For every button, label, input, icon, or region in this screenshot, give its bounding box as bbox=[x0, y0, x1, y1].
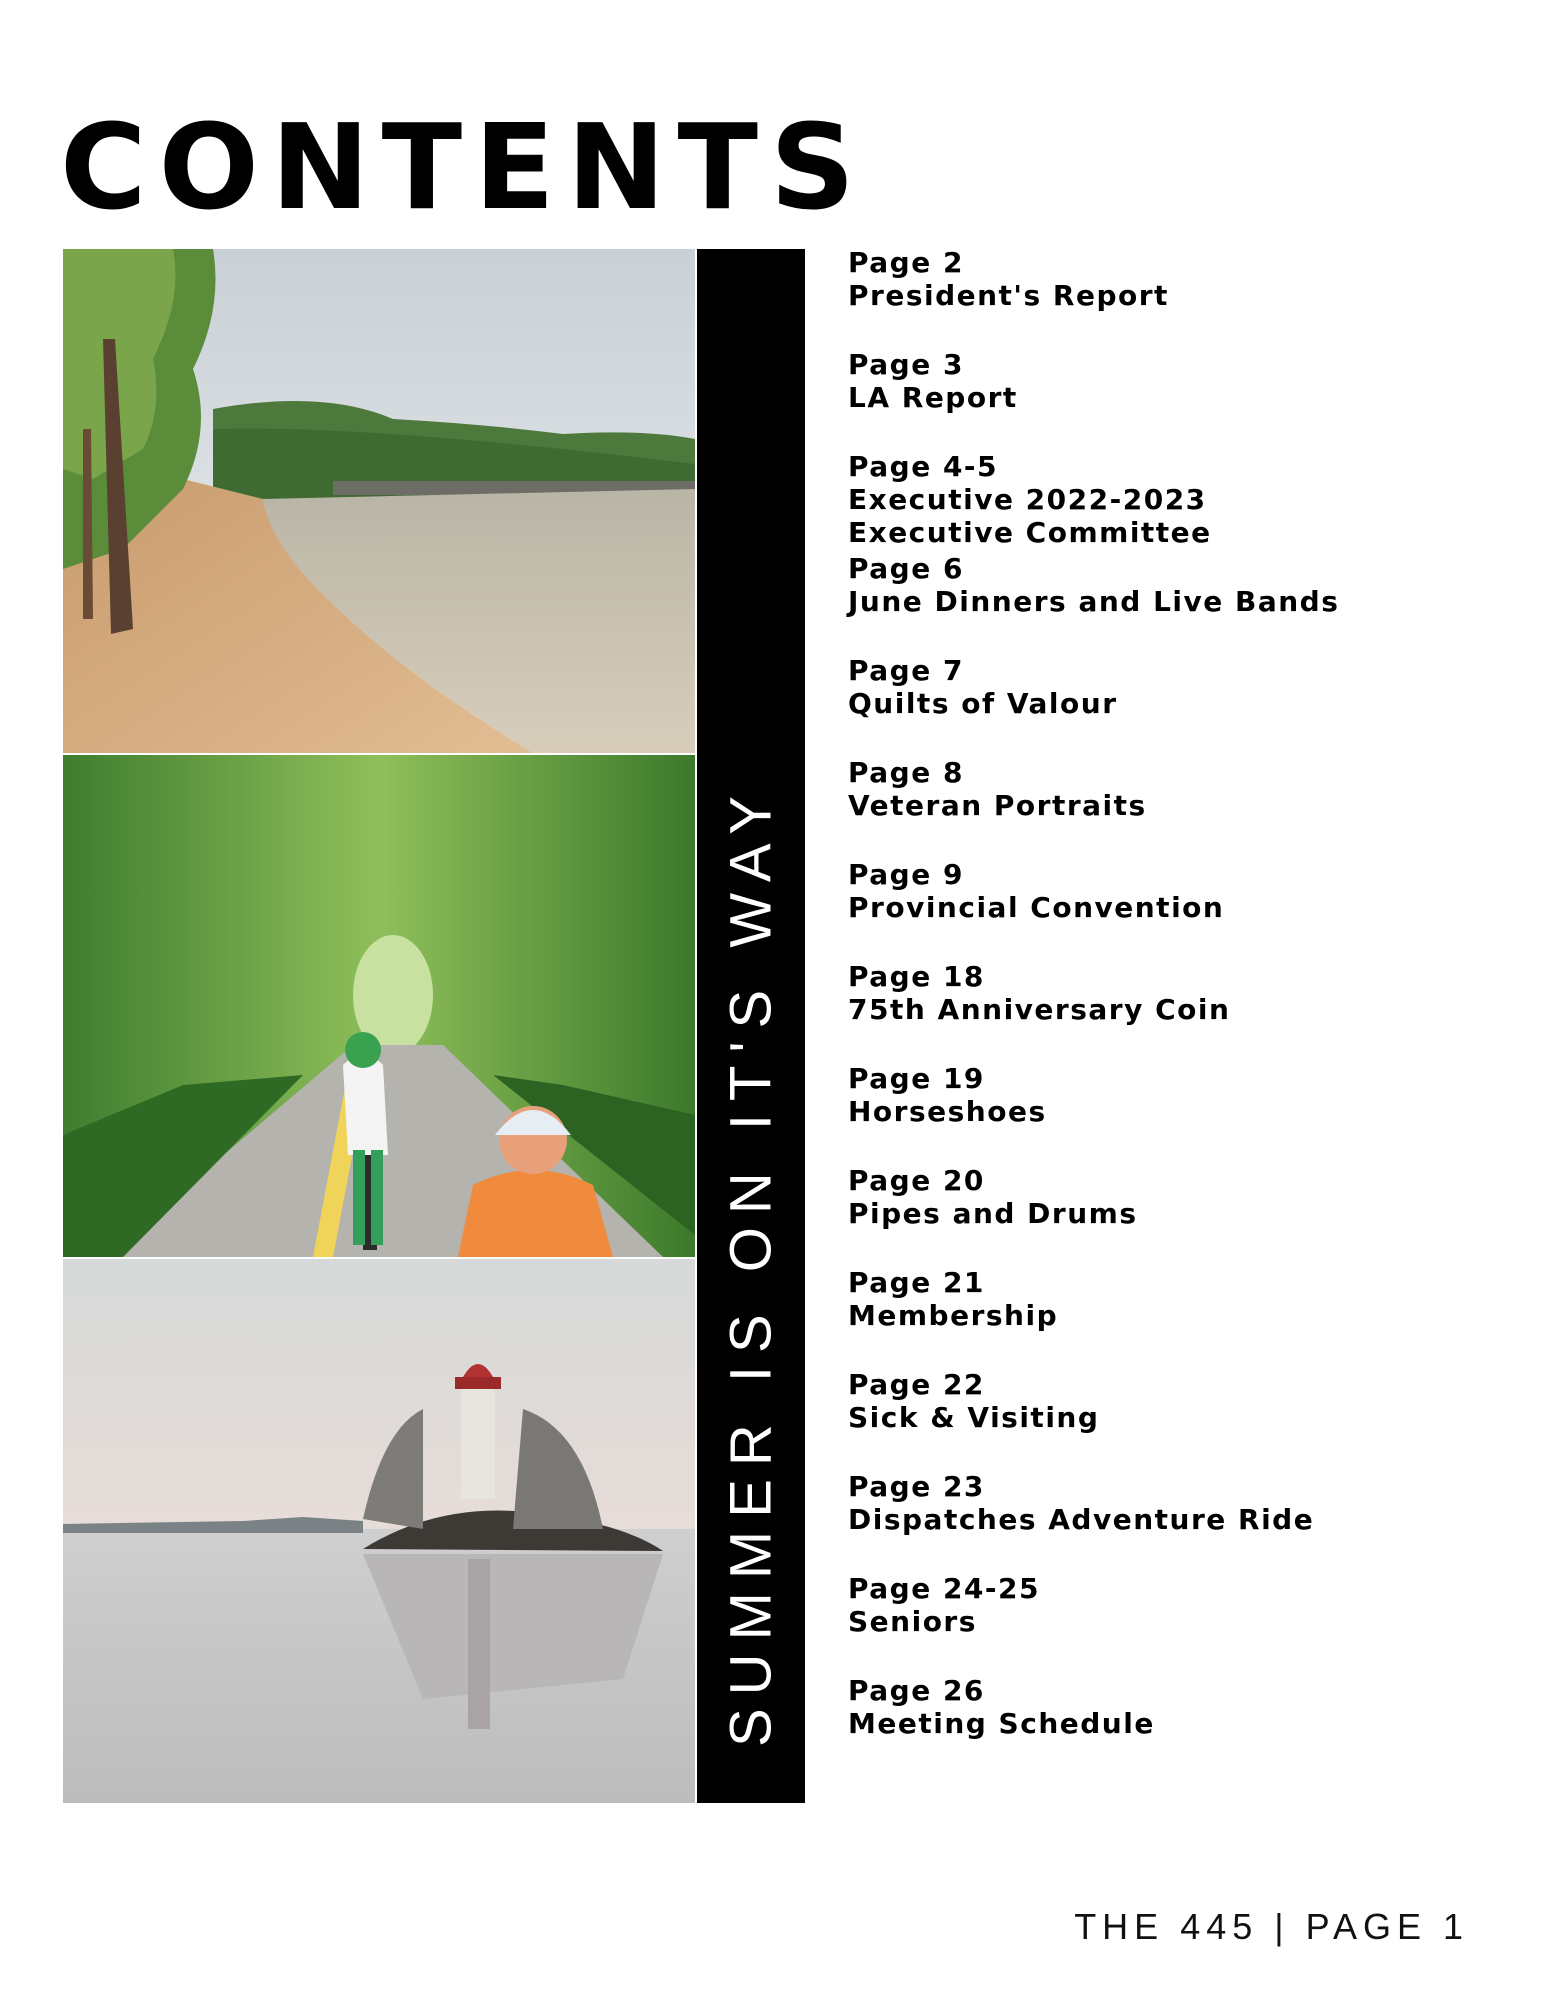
toc-entry[interactable] bbox=[848, 1572, 1508, 1674]
toc-section-title: President's Report bbox=[848, 279, 1169, 312]
toc-entry[interactable] bbox=[848, 858, 1508, 960]
toc-section-title: Executive Committee bbox=[848, 516, 1212, 549]
toc-section-title: 75th Anniversary Coin bbox=[848, 993, 1231, 1026]
toc-page-number: Page 26 bbox=[848, 1674, 985, 1707]
toc-section-title: Dispatches Adventure Ride bbox=[848, 1503, 1315, 1536]
toc-page-number: Page 3 bbox=[848, 348, 964, 381]
toc-entry[interactable] bbox=[848, 654, 1508, 756]
toc-section-title: LA Report bbox=[848, 381, 1018, 414]
toc-page-number: Page 4-5 bbox=[848, 450, 999, 483]
toc-page-number: Page 24-25 bbox=[848, 1572, 1040, 1605]
toc-section-title: Membership bbox=[848, 1299, 1059, 1332]
toc-page-number: Page 21 bbox=[848, 1266, 985, 1299]
toc-entry[interactable] bbox=[848, 1368, 1508, 1470]
toc-entry[interactable] bbox=[848, 1674, 1508, 1776]
toc-entry[interactable] bbox=[848, 348, 1508, 450]
toc-page-number: Page 9 bbox=[848, 858, 964, 891]
side-band bbox=[697, 249, 805, 1803]
toc-entry[interactable] bbox=[848, 1062, 1508, 1164]
toc-page-number: Page 23 bbox=[848, 1470, 985, 1503]
toc-page-number: Page 20 bbox=[848, 1164, 985, 1197]
toc-page-number: Page 2 bbox=[848, 246, 964, 279]
toc-entry[interactable] bbox=[848, 552, 1508, 654]
toc-section-title: Pipes and Drums bbox=[848, 1197, 1138, 1230]
band-title: SUMMER IS ON IT'S WAY bbox=[718, 783, 784, 1747]
page-title: CONTENTS bbox=[60, 98, 867, 236]
toc-section-title: Meeting Schedule bbox=[848, 1707, 1155, 1740]
toc-section-title: Executive 2022-2023 bbox=[848, 483, 1207, 516]
toc-entry[interactable] bbox=[848, 756, 1508, 858]
toc-page-number: Page 19 bbox=[848, 1062, 985, 1095]
toc-section-title: Sick & Visiting bbox=[848, 1401, 1100, 1434]
page-footer: THE 445 | PAGE 1 bbox=[1074, 1906, 1469, 1947]
toc-entry[interactable] bbox=[848, 1164, 1508, 1266]
toc-page-number: Page 22 bbox=[848, 1368, 985, 1401]
toc-entry[interactable] bbox=[848, 1266, 1508, 1368]
table-of-contents bbox=[848, 246, 1508, 1776]
toc-section-title: Provincial Convention bbox=[848, 891, 1225, 924]
toc-section-title: June Dinners and Live Bands bbox=[848, 585, 1340, 618]
toc-page-number: Page 18 bbox=[848, 960, 985, 993]
lighthouse-island-photo bbox=[63, 1259, 695, 1803]
toc-section-title: Quilts of Valour bbox=[848, 687, 1118, 720]
toc-section-title: Seniors bbox=[848, 1605, 977, 1638]
toc-section-title: Horseshoes bbox=[848, 1095, 1047, 1128]
toc-entry[interactable] bbox=[848, 960, 1508, 1062]
beach-photo bbox=[63, 249, 695, 753]
toc-page-number: Page 8 bbox=[848, 756, 964, 789]
toc-page-number: Page 6 bbox=[848, 552, 964, 585]
toc-entry[interactable] bbox=[848, 450, 1508, 552]
toc-entry[interactable] bbox=[848, 246, 1508, 348]
toc-entry[interactable] bbox=[848, 1470, 1508, 1572]
toc-section-title: Veteran Portraits bbox=[848, 789, 1147, 822]
toc-page-number: Page 7 bbox=[848, 654, 964, 687]
cycling-trail-photo bbox=[63, 755, 695, 1257]
